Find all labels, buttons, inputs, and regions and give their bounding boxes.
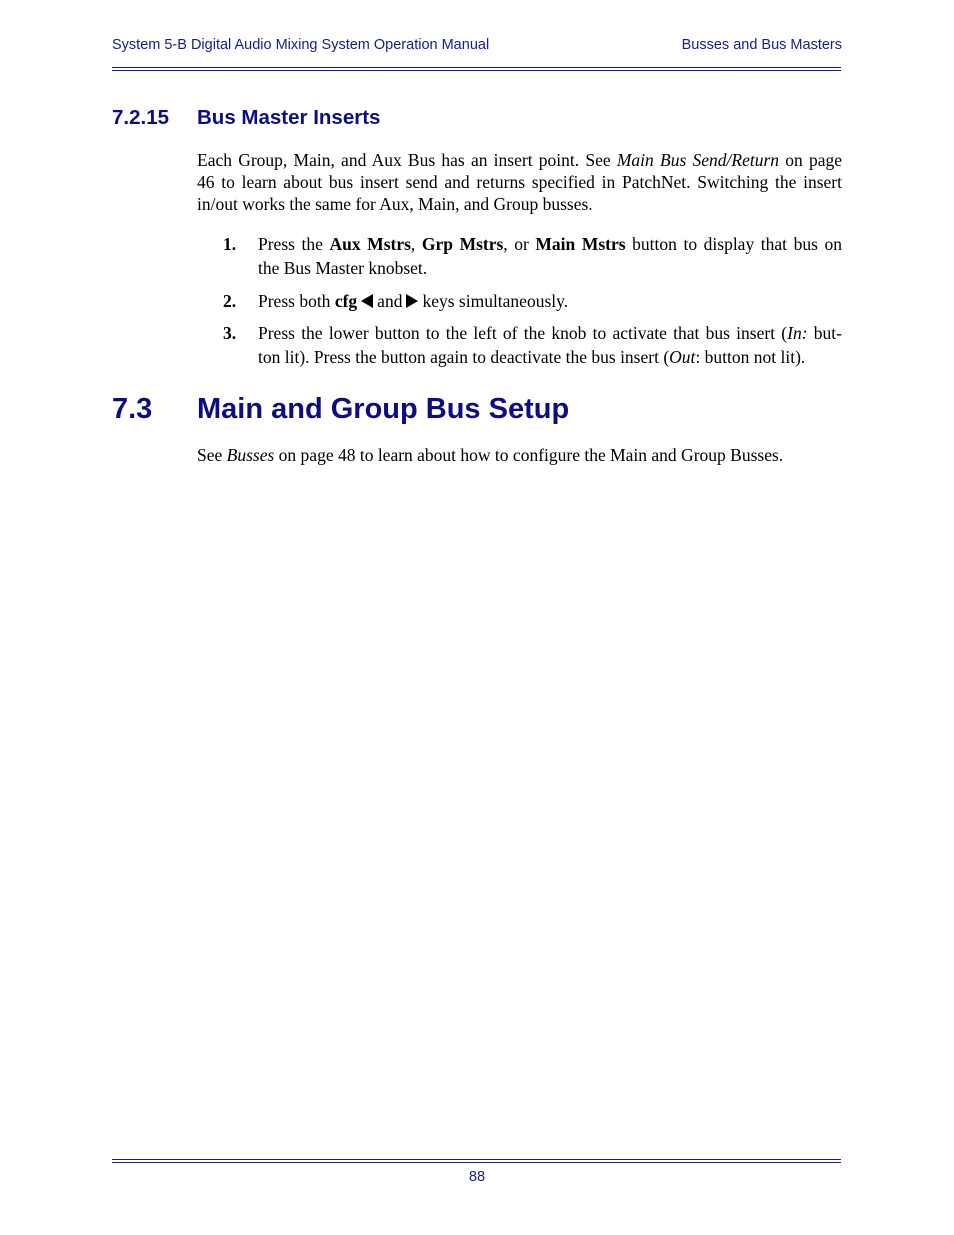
- cfg-key: cfg: [334, 291, 358, 311]
- intro-line-3: in/out works the same for Aux, Main, and Group busses.: [197, 194, 593, 214]
- cross-reference-main-bus-send-return: Main Bus Send/Return: [616, 150, 780, 170]
- grp-mstrs-key: Grp Mstrs: [421, 234, 504, 254]
- main-mstrs-key: Main Mstrs: [535, 234, 626, 254]
- step-2-line-1: Press both cfg and keys simultaneously.: [258, 291, 569, 311]
- intro-line-2: 46 to learn about bus insert send and returns specified in PatchNet. Switching the insert: [197, 172, 842, 192]
- page-number: 88: [468, 1169, 486, 1185]
- cross-reference-busses: Busses: [226, 445, 275, 465]
- section-number-7-3: 7.3: [112, 393, 153, 425]
- section-title-bus-master-inserts: Bus Master Inserts: [197, 106, 381, 129]
- left-arrow-icon: [361, 294, 373, 308]
- step-number: 1.: [223, 234, 237, 254]
- aux-mstrs-key: Aux Mstrs: [329, 234, 411, 254]
- running-header: [112, 37, 842, 57]
- manual-title: System 5-B Digital Audio Mixing System Operation Manual: [112, 37, 490, 53]
- step-3-line-1: Press the lower button to the left of the knob to activate that bus insert (In: but-: [258, 323, 842, 343]
- in-label: In:: [787, 323, 808, 343]
- step-number: 3.: [223, 323, 237, 343]
- out-label: Out: [669, 347, 696, 367]
- intro-paragraph: [197, 149, 842, 215]
- step-1-line-1: Press the Aux Mstrs, Grp Mstrs, or Main Mstrs button to display that bus on: [258, 234, 842, 254]
- step-3-line-2: ton lit). Press the button again to deactivate the bus insert (Out: button not lit).: [258, 347, 806, 367]
- setup-line-1: See Busses on page 48 to learn about how to configure the Main and Group Busses.: [197, 445, 784, 465]
- section-number-7-2-15: 7.2.15: [112, 106, 169, 129]
- step-number: 2.: [223, 291, 237, 311]
- intro-line-1: Each Group, Main, and Aux Bus has an insert point. See Main Bus Send/Return on page: [197, 150, 842, 170]
- setup-paragraph: [197, 444, 842, 466]
- chapter-title: Busses and Bus Masters: [681, 37, 842, 53]
- right-arrow-icon: [406, 294, 418, 308]
- step-1-line-2: the Bus Master knobset.: [258, 258, 428, 278]
- footer-rule: [112, 1159, 841, 1163]
- section-title-main-and-group-bus-setup: Main and Group Bus Setup: [197, 393, 570, 425]
- header-rule: [112, 67, 841, 71]
